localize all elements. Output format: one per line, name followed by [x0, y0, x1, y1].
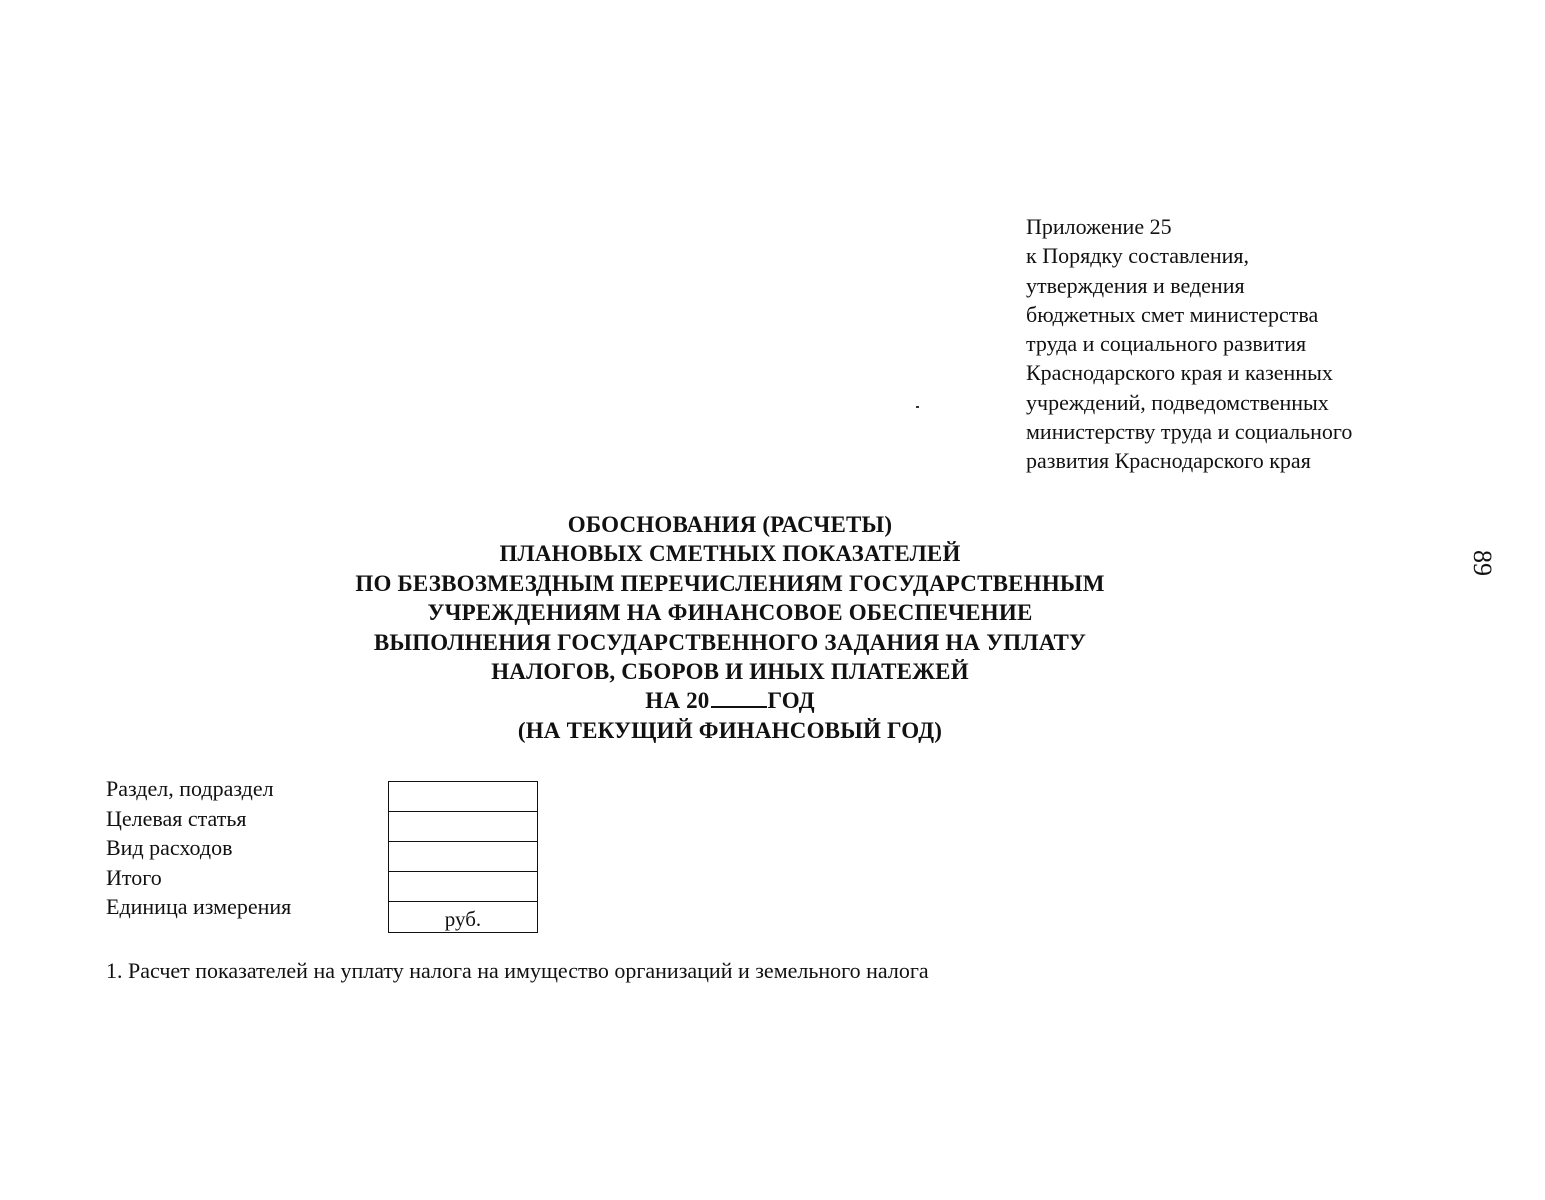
title-line: ПО БЕЗВОЗМЕЗДНЫМ ПЕРЕЧИСЛЕНИЯМ ГОСУДАРСТВЕННЫМ — [355, 570, 1105, 596]
title-year-line — [280, 686, 1180, 715]
total-cell[interactable] — [389, 872, 537, 902]
title-line: ОБОСНОВАНИЯ (РАСЧЕТЫ) — [567, 512, 893, 537]
code-table — [388, 781, 538, 933]
year-prefix: НА 20 — [645, 688, 710, 714]
field-labels — [106, 774, 291, 922]
expense-type-cell[interactable] — [389, 842, 537, 872]
unit-cell: руб. — [444, 907, 482, 931]
appendix-line: Приложение 25 — [1026, 214, 1172, 239]
title-line: УЧРЕЖДЕНИЯМ НА ФИНАНСОВОЕ ОБЕСПЕЧЕНИЕ — [427, 600, 1033, 626]
label-expense-type: Вид расходов — [106, 835, 233, 860]
appendix-line: развития Краснодарского края — [1026, 448, 1311, 474]
section-code-cell[interactable] — [389, 782, 537, 812]
label-unit: Единица измерения — [106, 894, 292, 919]
section-heading: 1. Расчет показателей на уплату налога на имущество организаций и земельного налога — [106, 958, 929, 983]
appendix-line: к Порядку составления, — [1026, 243, 1249, 269]
appendix-line: труда и социального развития — [1026, 331, 1307, 357]
year-blank-field[interactable] — [711, 686, 767, 708]
title-subtitle: (НА ТЕКУЩИЙ ФИНАНСОВЫЙ ГОД) — [517, 717, 943, 743]
title-line: ПЛАНОВЫХ СМЕТНЫХ ПОКАЗАТЕЛЕЙ — [499, 541, 961, 567]
appendix-line: учреждений, подведомственных — [1026, 389, 1329, 415]
label-section: Раздел, подраздел — [106, 776, 274, 801]
appendix-line: Краснодарского края и казенных — [1026, 360, 1333, 386]
appendix-note — [1026, 212, 1446, 476]
document-title — [280, 510, 1180, 745]
title-line: НАЛОГОВ, СБОРОВ И ИНЫХ ПЛАТЕЖЕЙ — [491, 659, 969, 685]
appendix-line: утверждения и ведения — [1026, 272, 1245, 298]
scan-speck — [916, 406, 919, 408]
page-number: 89 — [1468, 550, 1497, 576]
year-suffix: ГОД — [767, 688, 815, 714]
label-target-article: Целевая статья — [106, 805, 247, 831]
target-article-cell[interactable] — [389, 812, 537, 842]
title-line: ВЫПОЛНЕНИЯ ГОСУДАРСТВЕННОГО ЗАДАНИЯ НА УПЛАТУ — [373, 629, 1087, 655]
label-total: Итого — [106, 864, 162, 890]
appendix-line: министерству труда и социального — [1026, 419, 1353, 445]
appendix-line: бюджетных смет министерства — [1026, 301, 1319, 327]
